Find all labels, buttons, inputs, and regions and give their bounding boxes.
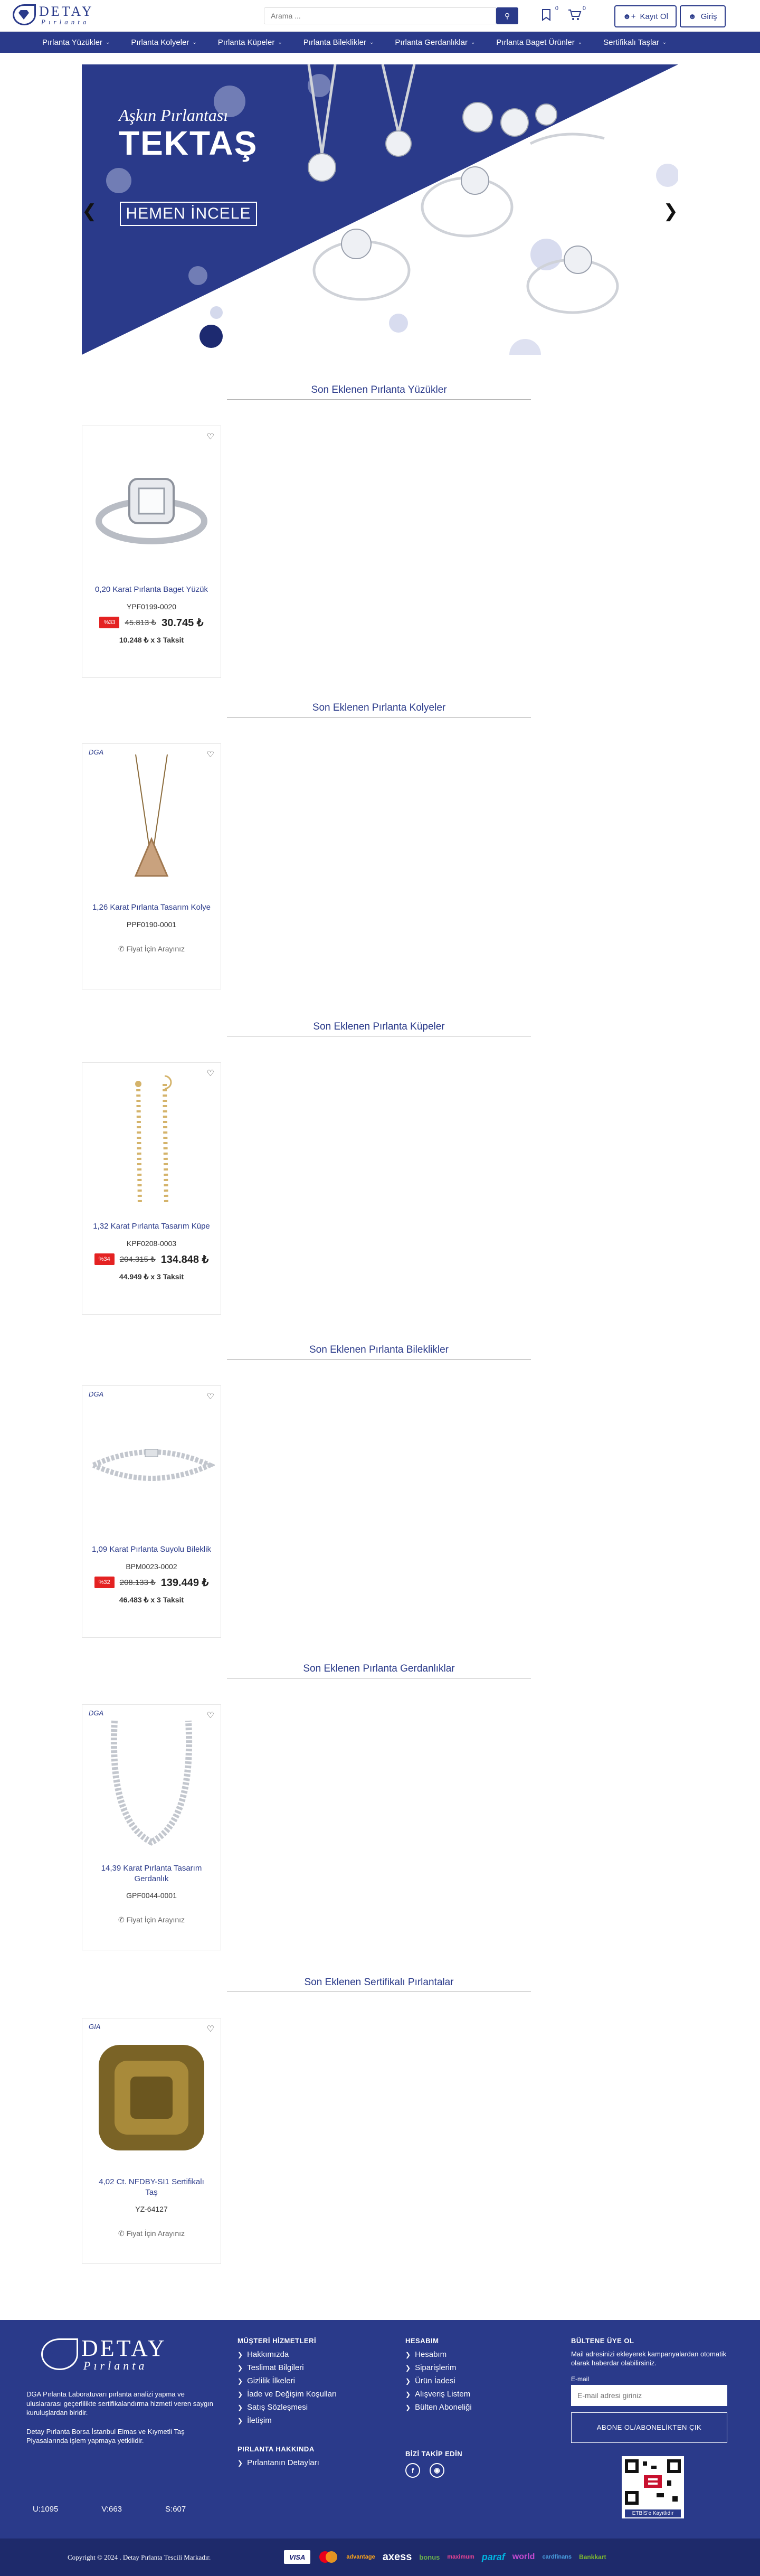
earring-icon <box>99 1073 204 1211</box>
product-name[interactable]: 1,09 Karat Pırlanta Suyolu Bileklik <box>92 1545 211 1554</box>
product-image <box>82 744 221 902</box>
etbis-qr-badge[interactable] <box>622 2456 684 2518</box>
search-bar <box>264 7 518 24</box>
phone-icon: ✆ <box>118 1916 127 1924</box>
phone-icon: ✆ <box>118 2229 127 2238</box>
hero-slider <box>82 64 678 355</box>
footer-link[interactable]: ❯ Siparişlerim <box>405 2363 457 2372</box>
product-image <box>82 1386 221 1544</box>
top-header <box>0 0 760 32</box>
diamond-logo-icon <box>13 4 36 25</box>
bonus-logo: bonus <box>419 2553 440 2561</box>
favorites-button[interactable] <box>540 5 558 22</box>
footer-about-text: DGA Pırlanta Laboratuvarı pırlanta analizi yapma ve uluslararası geçerlilikte sertifikalandırma hizmeti veren saygın kuruluşlardan biridir. <box>26 2390 214 2417</box>
nav-item-bracelets[interactable]: Pırlanta Bileklikler ⌄ <box>303 37 374 47</box>
site-footer <box>0 2320 760 2539</box>
footer-link[interactable]: ❯ Alışveriş Listem <box>405 2390 471 2399</box>
ring-icon <box>88 447 215 563</box>
nav-item-rings[interactable]: Pırlanta Yüzükler ⌄ <box>42 37 110 47</box>
search-icon: ⚲ <box>504 11 510 20</box>
chevron-right-icon: ❯ <box>405 2390 411 2398</box>
footer-link[interactable]: ❯ Bülten Aboneliği <box>405 2403 472 2412</box>
chevron-right-icon: ❯ <box>405 2364 411 2372</box>
chevron-right-icon: ❯ <box>405 2351 411 2358</box>
old-price: 208.133 ₺ <box>119 1578 156 1587</box>
chevron-right-icon: ❯ <box>238 2403 243 2411</box>
nav-item-chokers[interactable]: Pırlanta Gerdanlıklar ⌄ <box>395 37 476 47</box>
maximum-logo: maximum <box>447 2554 474 2560</box>
footer-link[interactable]: ❯ İade ve Değişim Koşulları <box>238 2390 337 2399</box>
installment-text: 10.248 ₺ x 3 Taksit <box>119 635 184 644</box>
favorites-count: 0 <box>555 5 558 12</box>
old-price: 204.315 ₺ <box>119 1255 156 1264</box>
customer-services-title: MÜŞTERİ HİZMETLERİ <box>238 2337 317 2345</box>
logo-title: DETAY <box>39 3 94 19</box>
chevron-right-icon: ❯ <box>238 2351 243 2358</box>
visitor-stats <box>33 2505 186 2514</box>
newsletter-text: Mail adresinizi ekleyerek kampanyalardan otomatik olarak haberdar olabilirsiniz. <box>571 2350 727 2367</box>
bottom-bar <box>0 2539 760 2576</box>
product-image <box>82 426 221 584</box>
heart-icon[interactable]: ♡ <box>206 1392 214 1401</box>
heart-icon[interactable]: ♡ <box>206 1711 214 1720</box>
product-name[interactable]: 4,02 Ct. NFDBY-SI1 Sertifikalı Taş <box>99 2177 204 2197</box>
heart-icon[interactable]: ♡ <box>206 750 214 759</box>
footer-link[interactable]: ❯ Pırlantanın Detayları <box>238 2458 319 2467</box>
section-title: Son Eklenen Pırlanta Yüzükler <box>227 384 531 400</box>
cart-icon <box>568 8 582 21</box>
chevron-down-icon: ⌄ <box>105 39 110 45</box>
mastercard-logo <box>318 2550 339 2564</box>
product-card[interactable] <box>82 1385 221 1638</box>
instagram-icon[interactable]: ◉ <box>430 2463 444 2478</box>
phone-icon: ✆ <box>118 944 127 953</box>
footer-link[interactable]: ❯ Gizlilik İlkeleri <box>238 2376 295 2385</box>
axess-logo: axess <box>382 2551 412 2563</box>
discount-badge: %34 <box>94 1253 115 1265</box>
footer-link[interactable]: ❯ Hesabım <box>405 2350 447 2359</box>
gemstone-icon <box>93 2040 210 2156</box>
visa-logo: VISA <box>284 2550 310 2564</box>
chevron-right-icon: ❯ <box>238 2377 243 2385</box>
stat-v: V:663 <box>101 2505 122 2514</box>
cert-logo: DGA <box>89 1709 104 1717</box>
product-name[interactable]: 1,26 Karat Pırlanta Tasarım Kolye <box>92 903 211 912</box>
footer-link[interactable]: ❯ Hakkımızda <box>238 2350 289 2359</box>
nav-item-earrings[interactable]: Pırlanta Küpeler ⌄ <box>217 37 282 47</box>
bankkart-logo: Bankkart <box>579 2553 606 2561</box>
chevron-down-icon: ⌄ <box>192 39 197 45</box>
slider-subtitle: Aşkın Pırlantası <box>119 106 229 125</box>
product-code: YZ-64127 <box>135 2205 168 2213</box>
copyright-text: Copyright © 2024 . Detay Pırlanta Tescili Markadır. <box>68 2553 211 2561</box>
newsletter-email-input[interactable] <box>571 2385 727 2406</box>
search-input[interactable] <box>264 7 496 24</box>
facebook-icon[interactable]: f <box>405 2463 420 2478</box>
cart-button[interactable] <box>568 5 586 22</box>
login-button[interactable]: ☻ Giriş <box>680 5 726 27</box>
register-button[interactable]: ☻+ Kayıt Ol <box>614 5 677 27</box>
chevron-down-icon: ⌄ <box>470 39 476 45</box>
slider-title: TEKTAŞ <box>119 124 258 162</box>
chevron-right-icon: ❯ <box>405 2403 411 2411</box>
chevron-right-icon: ❯ <box>238 2417 243 2424</box>
necklace-icon <box>99 754 204 892</box>
product-code: PPF0190-0001 <box>126 920 177 929</box>
subscribe-button[interactable]: ABONE OL/ABONELİKTEN ÇIK <box>571 2412 727 2443</box>
nav-item-necklaces[interactable]: Pırlanta Kolyeler ⌄ <box>131 37 197 47</box>
diamond-logo-icon <box>41 2338 78 2370</box>
discount-badge: %33 <box>99 617 119 628</box>
about-diamonds-title: PIRLANTA HAKKINDA <box>238 2445 315 2453</box>
follow-us-title: BİZİ TAKİP EDİN <box>405 2450 463 2458</box>
product-name[interactable]: 0,20 Karat Pırlanta Baget Yüzük <box>94 585 208 594</box>
slider-prev-arrow-icon[interactable]: ❮ <box>82 201 97 221</box>
call-for-price[interactable]: ✆ Fiyat İçin Arayınız <box>118 2229 185 2238</box>
user-icon: ☻ <box>688 12 697 21</box>
qr-code-icon <box>625 2459 681 2505</box>
installment-text: 44.949 ₺ x 3 Taksit <box>119 1272 184 1281</box>
heart-icon[interactable]: ♡ <box>206 1069 214 1078</box>
section-title: Son Eklenen Pırlanta Küpeler <box>227 1021 531 1036</box>
section-title: Son Eklenen Pırlanta Bileklikler <box>227 1344 531 1360</box>
product-image <box>82 1063 221 1221</box>
old-price: 45.813 ₺ <box>125 618 157 627</box>
product-code: GPF0044-0001 <box>126 1891 177 1900</box>
slider-cta-button[interactable]: HEMEN İNCELE <box>120 202 257 226</box>
product-code: YPF0199-0020 <box>126 602 177 611</box>
footer-link[interactable]: ❯ Teslimat Bilgileri <box>238 2363 304 2372</box>
footer-link[interactable]: ❯ Ürün İadesi <box>405 2376 455 2385</box>
discount-badge: %32 <box>94 1577 115 1588</box>
advantage-logo: advantage <box>346 2554 375 2560</box>
bracelet-icon <box>88 1433 215 1497</box>
installment-text: 46.483 ₺ x 3 Taksit <box>119 1595 184 1604</box>
cart-count: 0 <box>582 5 586 12</box>
email-label: E-mail <box>571 2375 590 2383</box>
product-card[interactable] <box>82 426 221 678</box>
call-for-price[interactable]: ✆ Fiyat İçin Arayınız <box>118 1916 185 1924</box>
bookmark-icon <box>540 8 552 21</box>
chevron-right-icon: ❯ <box>238 2364 243 2372</box>
cert-logo: DGA <box>89 1390 104 1398</box>
paraf-logo: paraf <box>481 2551 505 2562</box>
section-title: Son Eklenen Pırlanta Kolyeler <box>227 702 531 718</box>
product-image <box>82 1705 221 1863</box>
chevron-right-icon: ❯ <box>238 2390 243 2398</box>
newsletter-title: BÜLTENE ÜYE OL <box>571 2337 634 2345</box>
section-title: Son Eklenen Sertifikalı Pırlantalar <box>227 1977 531 1992</box>
chevron-down-icon: ⌄ <box>278 39 282 45</box>
heart-icon[interactable]: ♡ <box>206 2025 214 2034</box>
stat-u: U:1095 <box>33 2505 59 2514</box>
chevron-down-icon: ⌄ <box>662 39 667 45</box>
new-price: 134.848 ₺ <box>160 1253 209 1266</box>
chevron-right-icon: ❯ <box>238 2459 243 2467</box>
product-image <box>82 2018 221 2177</box>
new-price: 30.745 ₺ <box>162 617 204 629</box>
chevron-down-icon: ⌄ <box>577 39 583 45</box>
world-logo: world <box>512 2552 535 2561</box>
payment-logos <box>284 2550 606 2564</box>
search-button[interactable] <box>496 7 518 24</box>
footer-link[interactable]: ❯ Satış Sözleşmesi <box>238 2403 308 2412</box>
site-logo[interactable] <box>13 4 94 25</box>
product-card[interactable] <box>82 1704 221 1950</box>
footer-link[interactable]: ❯ İletişim <box>238 2416 272 2425</box>
chevron-right-icon: ❯ <box>405 2377 411 2385</box>
account-title: HESABIM <box>405 2337 439 2345</box>
logo-subtitle: Pırlanta <box>41 17 90 26</box>
necklace-icon <box>93 1715 210 1853</box>
product-card[interactable] <box>82 2018 221 2264</box>
stat-s: S:607 <box>165 2505 186 2514</box>
cert-logo: GIA <box>89 2023 101 2031</box>
chevron-down-icon: ⌄ <box>369 39 374 45</box>
product-card[interactable] <box>82 743 221 989</box>
cert-logo: DGA <box>89 748 104 756</box>
product-name[interactable]: 1,32 Karat Pırlanta Tasarım Küpe <box>93 1222 210 1231</box>
mastercard-icon <box>318 2551 339 2563</box>
product-code: KPF0208-0003 <box>126 1239 177 1248</box>
product-name[interactable]: 14,39 Karat Pırlanta Tasarım Gerdanlık <box>101 1864 202 1883</box>
nav-item-baguette[interactable]: Pırlanta Baget Ürünler ⌄ <box>496 37 583 47</box>
product-code: BPM0023-0002 <box>126 1562 177 1571</box>
nav-item-certified[interactable]: Sertifikalı Taşlar ⌄ <box>603 37 667 47</box>
section-title: Son Eklenen Pırlanta Gerdanlıklar <box>227 1663 531 1678</box>
main-nav <box>0 32 760 53</box>
product-card[interactable] <box>82 1062 221 1315</box>
etbis-label: ETBİS'e Kayıtlıdır <box>625 2509 681 2517</box>
cardfinans-logo: cardfinans <box>542 2554 572 2560</box>
heart-icon[interactable]: ♡ <box>206 432 214 441</box>
call-for-price[interactable]: ✆ Fiyat İçin Arayınız <box>118 944 185 953</box>
footer-logo[interactable]: DETAY Pırlanta <box>41 2337 231 2372</box>
new-price: 139.449 ₺ <box>160 1577 209 1589</box>
add-user-icon: ☻+ <box>623 12 636 21</box>
slider-next-arrow-icon[interactable]: ❯ <box>663 201 678 221</box>
footer-member-text: Detay Pırlanta Borsa İstanbul Elmas ve Kıymetli Taş Piyasalarında işlem yapmaya yetkilidir. <box>26 2427 185 2445</box>
